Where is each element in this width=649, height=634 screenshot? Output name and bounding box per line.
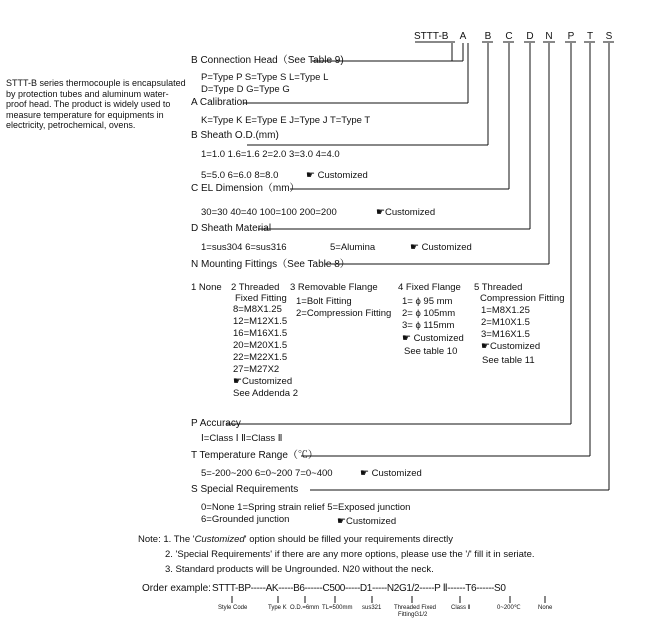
model-code: STTT-B xyxy=(414,31,449,42)
code-p: P xyxy=(567,31,575,42)
temperature-title: T Temperature Range（℃） xyxy=(191,450,318,461)
note-3: 3. Standard products will be Ungrounded. N20 without the neck. xyxy=(165,564,434,575)
mounting-c2-item: 27=M27X2 xyxy=(233,364,280,375)
order-part-label: Type K xyxy=(268,605,287,611)
pointing-hand-icon: ☛ xyxy=(233,376,242,387)
pointing-hand-icon: ☛ xyxy=(402,333,411,344)
el-dimension-title: C EL Dimension（mm） xyxy=(191,183,300,194)
mounting-c5-item: 1=M8X1.25 xyxy=(481,305,530,316)
pointing-hand-icon: ☛ xyxy=(337,516,346,527)
mounting-c5-item: 3=M16X1.5 xyxy=(481,329,530,340)
product-description: STTT-B series thermocouple is encapsulated by protection tubes and aluminum water-proof head. The product is widely used to measure temperature for equipments in electricity, petrochemical, ovens. xyxy=(6,78,186,131)
mounting-c4-title: 4 Fixed Flange xyxy=(398,282,461,293)
temperature-customized: ☛ Customized xyxy=(360,468,422,479)
code-b: B xyxy=(484,31,492,42)
pointing-hand-icon: ☛ xyxy=(376,207,385,218)
connection-head-row1: P=Type P S=Type S L=Type L xyxy=(201,72,329,83)
el-dimension-customized: ☛Customized xyxy=(376,207,436,218)
order-example-label: Order example: xyxy=(142,583,211,594)
pointing-hand-icon: ☛ xyxy=(481,341,490,352)
code-s: S xyxy=(605,31,613,42)
mounting-c5-sub: Compression Fitting xyxy=(480,293,565,304)
note-1: Note: 1. The 'Customized' option should be filled your requirements directly xyxy=(138,534,454,545)
mounting-c4-customized: ☛ Customized xyxy=(402,333,464,344)
connection-head-row2: D=Type D G=Type G xyxy=(201,84,290,95)
mounting-c5-customized: ☛Customized xyxy=(481,341,541,352)
order-part-label: O.D.=6mm xyxy=(290,605,320,611)
sheath-material-alumina: 5=Alumina xyxy=(330,242,376,253)
sheath-od-row1: 1=1.0 1.6=1.6 2=2.0 3=3.0 4=4.0 xyxy=(201,149,340,160)
mounting-none: 1 None xyxy=(191,282,222,293)
accuracy-title: P Accuracy xyxy=(191,418,241,429)
order-part-label: TL=500mm xyxy=(322,605,353,611)
mounting-c2-customized: ☛Customized xyxy=(233,376,293,387)
sheath-material-row1: 1=sus304 6=sus316 xyxy=(201,242,287,253)
order-part-label: sus321 xyxy=(362,605,382,611)
mounting-c2-sub: Fixed Fitting xyxy=(235,293,287,304)
mounting-c4-see: See table 10 xyxy=(404,346,458,357)
order-example-code: STTT-BP-----AK-----B6------C500-----D1-----N2G1/2-----P Ⅱ------T6------S0 xyxy=(212,583,506,594)
temperature-row1: 5=-200~200 6=0~200 7=0~400 xyxy=(201,468,333,479)
mounting-c5-item: 2=M10X1.5 xyxy=(481,317,530,328)
mounting-c2-item: 20=M20X1.5 xyxy=(233,340,288,351)
calibration-row1: K=Type K E=Type E J=Type J T=Type T xyxy=(201,115,371,126)
code-c: C xyxy=(505,31,513,42)
mounting-c4-item: 3= ϕ 115mm xyxy=(402,320,455,331)
connection-head-title: B Connection Head（See Table 9) xyxy=(191,55,344,66)
mounting-c2-item: 12=M12X1.5 xyxy=(233,316,288,327)
sheath-od-title: B Sheath O.D.(mm) xyxy=(191,130,279,141)
code-t: T xyxy=(586,31,594,42)
mounting-c5-title: 5 Threaded xyxy=(474,282,523,293)
order-part-label: None xyxy=(538,605,553,611)
mounting-c3-title: 3 Removable Flange xyxy=(290,282,378,293)
code-d: D xyxy=(526,31,534,42)
order-part-label: Style Code xyxy=(218,605,248,611)
pointing-hand-icon: ☛ xyxy=(360,468,369,479)
sheath-material-customized: ☛ Customized xyxy=(410,242,472,253)
special-title: S Special Requirements xyxy=(191,484,299,495)
mounting-c2-see: See Addenda 2 xyxy=(233,388,298,399)
sheath-od-customized: ☛ Customized xyxy=(306,170,368,181)
mounting-title: N Mounting Fittings（See Table 8） xyxy=(191,259,350,270)
code-a: A xyxy=(459,31,467,42)
special-customized: ☛Customized xyxy=(337,516,397,527)
pointing-hand-icon: ☛ xyxy=(306,170,315,181)
special-row1: 0=None 1=Spring strain relief 5=Exposed junction xyxy=(201,502,411,513)
calibration-title: A Calibration xyxy=(191,97,248,108)
order-part-label: Threaded Fixed xyxy=(394,605,437,611)
mounting-c2-title: 2 Threaded xyxy=(231,282,280,293)
order-part-label-extra: FittingG1/2 xyxy=(398,612,428,618)
sheath-od-row2: 5=5.0 6=6.0 8=8.0 xyxy=(201,170,279,181)
mounting-c4-item: 2= ϕ 105mm xyxy=(402,308,456,319)
order-part-label: 0~200℃ xyxy=(497,605,521,611)
note-2: 2. 'Special Requirements' if there are any more options, please use the '/' fill it in seriate. xyxy=(165,549,535,560)
el-dimension-row1: 30=30 40=40 100=100 200=200 xyxy=(201,207,337,218)
sheath-material-title: D Sheath Material xyxy=(191,223,272,234)
mounting-c4-item: 1= ϕ 95 mm xyxy=(402,296,453,307)
mounting-c3-item: 2=Compression Fitting xyxy=(296,308,392,319)
order-part-label: Class Ⅱ xyxy=(451,605,471,611)
accuracy-row1: Ⅰ=Class Ⅰ Ⅱ=Class Ⅱ xyxy=(201,433,283,444)
mounting-c3-item: 1=Bolt Fitting xyxy=(296,296,352,307)
pointing-hand-icon: ☛ xyxy=(410,242,419,253)
mounting-c2-item: 16=M16X1.5 xyxy=(233,328,288,339)
mounting-c2-item: 8=M8X1.25 xyxy=(233,304,282,315)
mounting-c2-item: 22=M22X1.5 xyxy=(233,352,288,363)
special-row2: 6=Grounded junction xyxy=(201,514,290,525)
code-n: N xyxy=(545,31,553,42)
mounting-c5-see: See table 11 xyxy=(482,355,535,366)
